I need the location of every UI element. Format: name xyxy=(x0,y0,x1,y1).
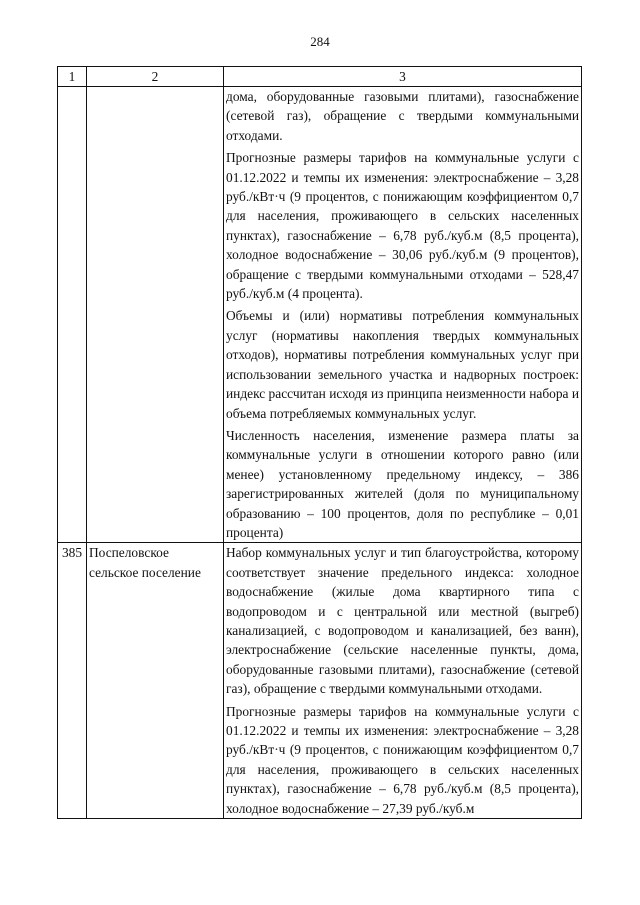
paragraph: Численность населения, изменение размера платы за коммунальные услуги в отношении которого равно (или менее) установленному предельному индексу, – 386 зарегистрированных жителей (доля по муниципальному образованию – 100 процентов, доля по республике – 0,01 процента) xyxy=(226,427,579,540)
table-row xyxy=(58,87,582,543)
row-number-cell: 385 xyxy=(58,543,87,819)
table-header-row xyxy=(58,67,582,87)
paragraph: Объемы и (или) нормативы потребления коммунальных услуг (нормативы накопления твердых коммунальных отходов), нормативы потребления коммунальных услуг при использовании земельного участка и надворных построек: индекс рассчитан исходя из принципа неизменности набора и объема потребляемых коммунальных услуг. xyxy=(226,308,579,421)
tariff-table xyxy=(57,66,582,819)
page-number: 284 xyxy=(310,34,330,49)
description-cell xyxy=(224,543,582,819)
paragraph: Набор коммунальных услуг и тип благоустройства, которому соответствует значение предельного индекса: холодное водоснабжение (жилые дома квартирного типа с водопроводом и с центральной или местной (выгреб) канализацией, с водопроводом и канализацией, без ванн), электроснабжение (сельские населенные пункты, дома, оборудованные газовыми плитами), газоснабжение (сетевой газ), обращение с твердыми коммунальными отходами. xyxy=(226,545,579,697)
paragraph: Прогнозные размеры тарифов на коммунальные услуги с 01.12.2022 и темпы их изменения: электроснабжение – 3,28 руб./кВт·ч (9 процентов, с понижающим коэффициентом 0,7 для населения, проживающего в сельских населенных пунктах), газоснабжение – 6,78 руб./куб.м (8,5 процента), холодное водоснабжение – 30,06 руб./куб.м (9 процентов), обращение с твердыми коммунальными отходами – 528,47 руб./куб.м (4 процента). xyxy=(226,150,579,302)
table-row xyxy=(58,543,582,819)
paragraph: дома, оборудованные газовыми плитами), газоснабжение (сетевой газ), обращение с твердыми коммунальными отходами. xyxy=(226,89,579,143)
paragraph: Прогнозные размеры тарифов на коммунальные услуги с 01.12.2022 и темпы их изменения: электроснабжение – 3,28 руб./кВт·ч (9 процентов, с понижающим коэффициентом 0,7 для населения, проживающего в сельских населенных пунктах), газоснабжение – 6,78 руб./куб.м (8,5 процента), холодное водоснабжение – 27,39 руб./куб.м xyxy=(226,703,579,816)
row-number-cell xyxy=(58,87,87,543)
header-col-3: 3 xyxy=(224,67,582,87)
header-col-1: 1 xyxy=(58,67,87,87)
description-cell xyxy=(224,87,582,543)
settlement-name-cell: Поспеловское сельское поселение xyxy=(87,543,224,819)
settlement-name-cell xyxy=(87,87,224,543)
header-col-2: 2 xyxy=(87,67,224,87)
